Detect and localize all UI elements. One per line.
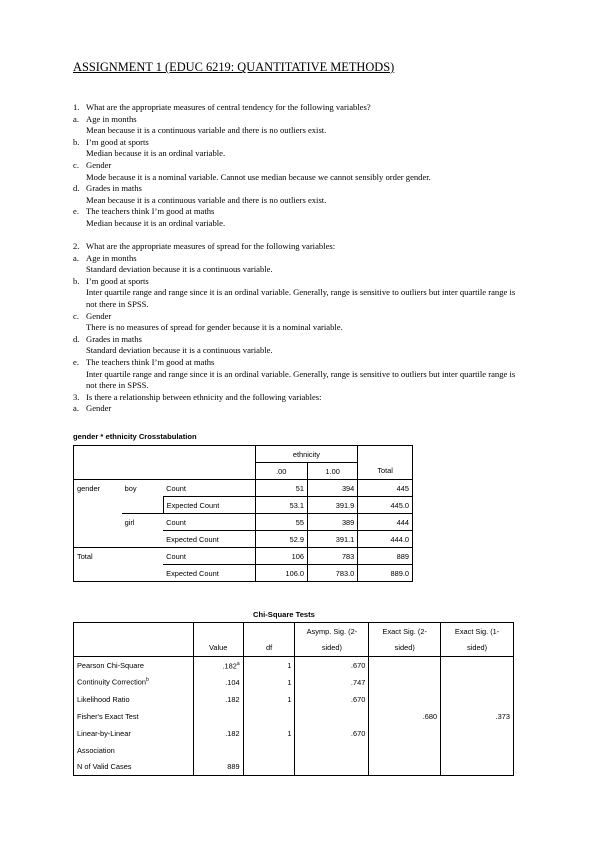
chisq-header: Exact Sig. (1- xyxy=(441,623,514,640)
cell-value: 1 xyxy=(243,657,295,674)
item-text: Age in months xyxy=(86,252,137,263)
table-row xyxy=(74,742,514,759)
cell-value xyxy=(295,708,369,725)
chisq-header: df xyxy=(243,640,295,657)
item-label: c. xyxy=(73,310,79,321)
question-number: 2. xyxy=(73,241,80,251)
cell-value: 389 xyxy=(307,514,357,531)
item-answer: Standard deviation because it is a continuous variable. xyxy=(86,264,273,275)
item-label: a. xyxy=(73,113,79,124)
row-stat: Expected Count xyxy=(163,531,255,548)
question-text: What are the appropriate measures of central tendency for the following variables? xyxy=(86,102,371,112)
cell-value: 51 xyxy=(255,480,307,497)
footnote-mark: b xyxy=(146,677,149,684)
item-answer: Inter quartile range and range since it is an ordinal variable. Generally, range is sensitive to outliers but inter quartile range is not there in SPSS. xyxy=(86,287,516,309)
cell-value: 52.9 xyxy=(255,531,307,548)
table-row xyxy=(74,565,413,582)
cell-value: 444.0 xyxy=(358,531,413,548)
item-answer: Median because it is an ordinal variable. xyxy=(86,148,226,159)
crosstab-col-header: Total xyxy=(358,463,413,480)
cell-value xyxy=(243,742,295,759)
cell-value: 1 xyxy=(243,725,295,742)
row-name: Association xyxy=(74,742,194,759)
row-name: Continuity Correction xyxy=(77,677,147,687)
chisq-header: sided) xyxy=(369,640,441,657)
item-text: Grades in maths xyxy=(86,333,142,344)
item-text: I’m good at sports xyxy=(86,275,149,286)
cell-value xyxy=(441,657,514,674)
chisq-table xyxy=(73,622,514,776)
chisq-header: Exact Sig. (2- xyxy=(369,623,441,640)
item-answer: Standard deviation because it is a continuous variable. xyxy=(86,345,273,356)
cell-value xyxy=(193,708,243,725)
cell-value xyxy=(369,725,441,742)
cell-value xyxy=(441,742,514,759)
row-var: Total xyxy=(74,548,122,565)
chisq-header: sided) xyxy=(441,640,514,657)
item-label: a. xyxy=(73,403,79,414)
row-group xyxy=(122,548,164,565)
cell-value: 55 xyxy=(255,514,307,531)
item-label: c. xyxy=(73,159,79,170)
cell-value xyxy=(441,691,514,708)
cell-value: 445.0 xyxy=(358,497,413,514)
cell-value: 394 xyxy=(307,480,357,497)
item-answer: Inter quartile range and range since it is an ordinal variable. Generally, range is sensitive to outliers but inter quartile range is not there in SPSS. xyxy=(86,368,516,391)
cell-value: 391.1 xyxy=(307,531,357,548)
cell-value: .182 xyxy=(193,691,243,708)
chisq-header: Value xyxy=(193,640,243,657)
table-row xyxy=(74,548,413,565)
footnote-mark: a xyxy=(236,660,240,667)
row-var xyxy=(74,531,122,548)
item-text: I’m good at sports xyxy=(86,136,149,147)
table-row xyxy=(74,708,514,725)
cell-value: 1 xyxy=(243,674,295,691)
cell-value xyxy=(243,759,295,776)
cell-value: 445 xyxy=(358,480,413,497)
table-row xyxy=(74,657,514,674)
crosstab-corner xyxy=(358,446,413,463)
chisq-header-blank xyxy=(193,623,243,640)
cell-value: 783 xyxy=(307,548,357,565)
cell-value xyxy=(441,759,514,776)
table-row xyxy=(74,674,514,691)
cell-value: .670 xyxy=(295,725,369,742)
row-var xyxy=(74,497,122,514)
item-answer: Mean because it is a continuous variable and there is no outliers exist. xyxy=(86,125,327,136)
row-group xyxy=(122,565,164,582)
cell-value: 1 xyxy=(243,691,295,708)
table-row xyxy=(74,725,514,742)
item-text: The teachers think I’m good at maths xyxy=(86,206,215,217)
table-row xyxy=(74,497,413,514)
row-group: girl xyxy=(122,514,164,531)
cell-value xyxy=(295,759,369,776)
row-stat: Expected Count xyxy=(163,565,255,582)
row-group xyxy=(122,531,164,548)
item-answer: Mode because it is a nominal variable. Cannot use median because we cannot sensibly order gender. xyxy=(86,171,431,182)
cell-value: 106.0 xyxy=(255,565,307,582)
row-group: boy xyxy=(122,480,164,497)
cell-value xyxy=(441,725,514,742)
cell-value: 444 xyxy=(358,514,413,531)
item-label: e. xyxy=(73,206,79,217)
cell-value: 889.0 xyxy=(358,565,413,582)
chisq-corner xyxy=(74,623,194,657)
item-text: Gender xyxy=(86,403,112,414)
question-number: 3. xyxy=(73,391,80,402)
item-label: d. xyxy=(73,333,80,344)
cell-value: 889 xyxy=(358,548,413,565)
row-name: Fisher's Exact Test xyxy=(74,708,194,725)
cell-value: .373 xyxy=(441,708,514,725)
crosstab-col-group: ethnicity xyxy=(255,446,358,463)
item-text: The teachers think I’m good at maths xyxy=(86,356,215,367)
question-text: What are the appropriate measures of spread for the following variables: xyxy=(86,241,336,251)
crosstab-col-header: 1.00 xyxy=(307,463,357,480)
row-stat: Count xyxy=(163,480,255,497)
row-stat: Expected Count xyxy=(163,497,255,514)
row-var xyxy=(74,565,122,582)
cell-value xyxy=(369,759,441,776)
item-label: e. xyxy=(73,356,79,367)
crosstab-table xyxy=(73,445,413,582)
table-row xyxy=(74,759,514,776)
cell-value: .680 xyxy=(369,708,441,725)
row-name: N of Valid Cases xyxy=(74,759,194,776)
item-label: b. xyxy=(73,136,80,147)
question-2 xyxy=(73,241,523,415)
cell-value: .104 xyxy=(193,674,243,691)
item-answer: There is no measures of spread for gender because it is a nominal variable. xyxy=(86,322,343,333)
cell-value xyxy=(193,742,243,759)
row-stat: Count xyxy=(163,548,255,565)
question-text: Is there a relationship between ethnicity and the following variables: xyxy=(86,391,322,402)
row-group xyxy=(122,497,164,514)
item-text: Age in months xyxy=(86,113,137,124)
cell-value xyxy=(369,742,441,759)
cell-value: .182 xyxy=(222,660,237,670)
page-title: ASSIGNMENT 1 (EDUC 6219: QUANTITATIVE METHODS) xyxy=(73,60,395,74)
item-label: b. xyxy=(73,275,80,286)
cell-value xyxy=(369,674,441,691)
row-var xyxy=(74,514,122,531)
item-answer: Mean because it is a continuous variable and there is no outliers exist. xyxy=(86,194,327,205)
crosstab-corner xyxy=(74,446,256,480)
item-label: a. xyxy=(73,252,79,263)
table-row xyxy=(74,514,413,531)
question-1 xyxy=(73,102,523,230)
table-row xyxy=(74,480,413,497)
row-var: gender xyxy=(74,480,122,497)
cell-value: 889 xyxy=(193,759,243,776)
chisq-header-blank xyxy=(243,623,295,640)
cell-value: 783.0 xyxy=(307,565,357,582)
crosstab-title: gender * ethnicity Crosstabulation xyxy=(73,432,197,441)
item-text: Gender xyxy=(86,310,112,321)
cell-value xyxy=(295,742,369,759)
cell-value: .670 xyxy=(295,657,369,674)
table-row xyxy=(74,691,514,708)
cell-value xyxy=(441,674,514,691)
cell-value: .747 xyxy=(295,674,369,691)
row-name: Pearson Chi-Square xyxy=(77,660,144,670)
item-text: Gender xyxy=(86,159,112,170)
cell-value: .182 xyxy=(193,725,243,742)
table-row xyxy=(74,531,413,548)
cell-value xyxy=(369,691,441,708)
cell-value xyxy=(369,657,441,674)
cell-value: .670 xyxy=(295,691,369,708)
chisq-header: sided) xyxy=(295,640,369,657)
cell-value xyxy=(243,708,295,725)
question-number: 1. xyxy=(73,102,80,112)
crosstab-col-header: .00 xyxy=(255,463,307,480)
row-name: Linear-by-Linear xyxy=(74,725,194,742)
item-text: Grades in maths xyxy=(86,183,142,194)
item-label: d. xyxy=(73,183,80,194)
chisq-header: Asymp. Sig. (2- xyxy=(295,623,369,640)
cell-value: 391.9 xyxy=(307,497,357,514)
row-stat: Count xyxy=(163,514,255,531)
cell-value: 53.1 xyxy=(255,497,307,514)
cell-value: 106 xyxy=(255,548,307,565)
chisq-title: Chi-Square Tests xyxy=(253,610,315,619)
row-name: Likelihood Ratio xyxy=(74,691,194,708)
item-answer: Median because it is an ordinal variable. xyxy=(86,217,226,228)
